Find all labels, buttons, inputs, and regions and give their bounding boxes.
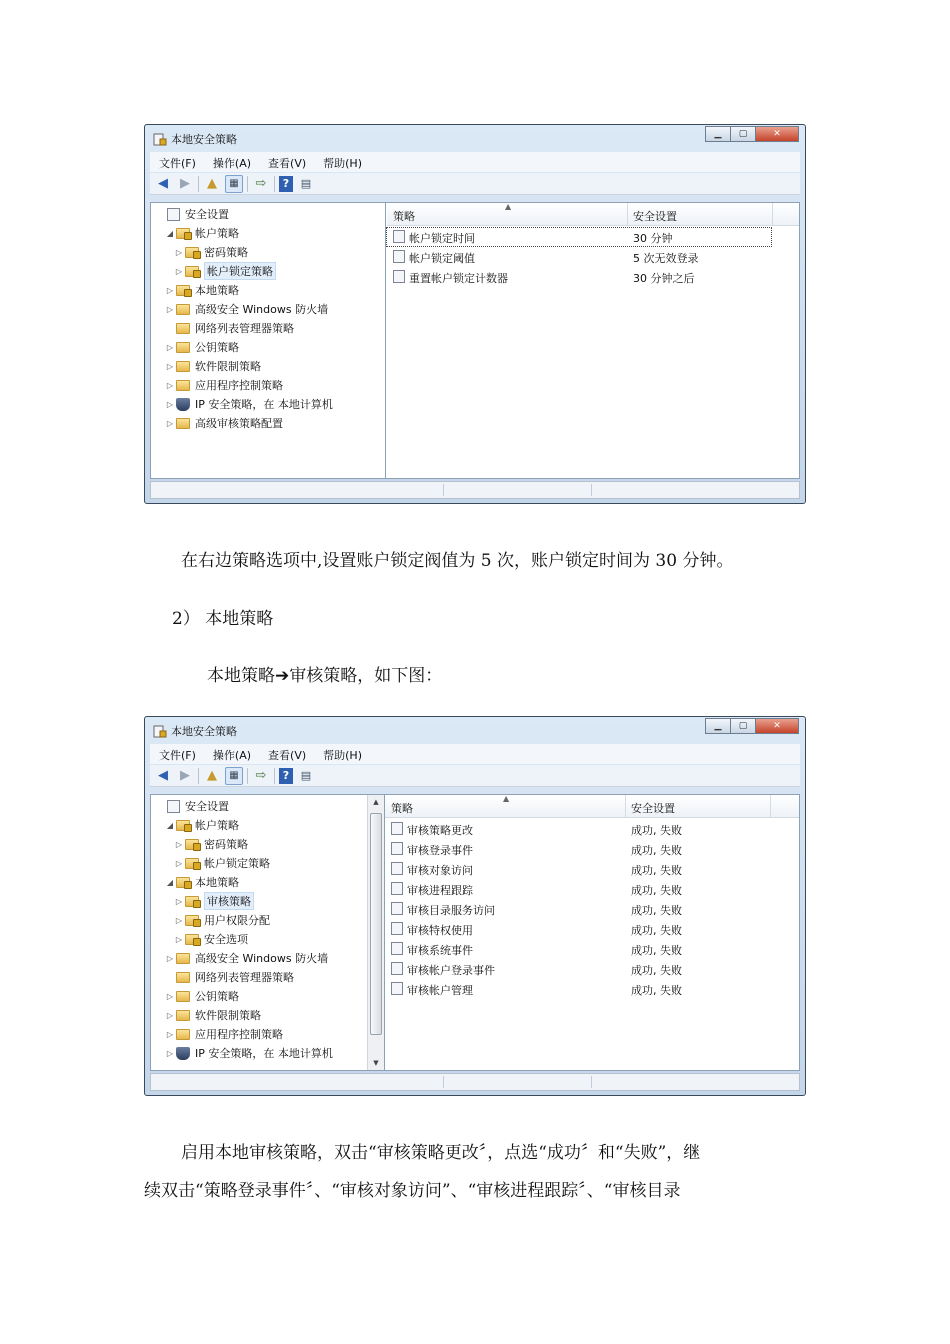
policy-setting-value: 30 分钟之后: [633, 272, 695, 285]
tree-node-label: 安全设置: [185, 208, 229, 221]
tree-node-label: 网络列表管理器策略: [195, 322, 294, 335]
sort-up-icon: ▲: [505, 202, 512, 211]
policy-item-icon: [393, 230, 405, 243]
security-settings-icon: [167, 800, 180, 813]
collapsed-arrow-icon[interactable]: ▷: [166, 1029, 174, 1039]
tree-node-label: IP 安全策略，在 本地计算机: [195, 398, 333, 411]
policy-setting-value: 成功, 失败: [631, 904, 682, 917]
policy-setting-value: 5 次无效登录: [633, 252, 699, 265]
collapsed-arrow-icon[interactable]: ▷: [175, 896, 183, 906]
policy-row[interactable]: [385, 880, 799, 898]
folder-icon: [176, 380, 190, 391]
collapsed-arrow-icon[interactable]: ▷: [175, 858, 183, 868]
policy-name: 审核帐户登录事件: [407, 964, 495, 977]
tree-node-label: 本地策略: [195, 284, 239, 297]
tree-node-label: 软件限制策略: [195, 1009, 261, 1022]
locked-folder-icon: [185, 839, 199, 850]
tree-node[interactable]: [164, 1025, 283, 1043]
tree-node[interactable]: [164, 300, 328, 318]
folder-icon: [176, 304, 190, 315]
app-icon: [153, 131, 167, 145]
content-area: [150, 202, 800, 479]
status-bar: [150, 1073, 800, 1091]
window-title: 本地安全策略: [171, 725, 237, 738]
tree-node[interactable]: [164, 281, 239, 299]
tree-node[interactable]: [173, 243, 248, 261]
policy-row[interactable]: [387, 228, 771, 246]
title-bar[interactable]: [145, 125, 805, 151]
policy-name: 帐户锁定阈值: [409, 252, 475, 265]
policy-name: 审核特权使用: [407, 924, 473, 937]
menu-file[interactable]: 文件(F): [159, 157, 196, 170]
collapsed-arrow-icon[interactable]: ▷: [166, 399, 174, 409]
paragraph-3: 启用本地审核策略，双击“审核策略更改〞，点选“成功〞和“失败”，继: [181, 1143, 701, 1163]
collapsed-arrow-icon[interactable]: ▷: [175, 839, 183, 849]
tree-node[interactable]: [164, 357, 261, 375]
tree-node-label: 软件限制策略: [195, 360, 261, 373]
policy-setting-value: 30 分钟: [633, 232, 673, 245]
policy-item-icon: [393, 250, 405, 263]
tree-node-label: 密码策略: [204, 838, 248, 851]
policy-setting-value: 成功, 失败: [631, 824, 682, 837]
policy-setting-value: 成功, 失败: [631, 984, 682, 997]
tree-node[interactable]: [164, 395, 333, 413]
list-header: [387, 203, 799, 226]
tree-node-label: 高级安全 Windows 防火墙: [195, 952, 329, 965]
policy-item-icon: [393, 270, 405, 283]
toolbar: [150, 173, 800, 195]
properties-icon[interactable]: ▤: [300, 177, 312, 190]
menu-view[interactable]: 查看(V): [268, 157, 307, 170]
tree-node[interactable]: [155, 797, 229, 815]
policy-row[interactable]: [385, 860, 799, 878]
policy-row[interactable]: [385, 840, 799, 858]
column-policy[interactable]: 策略: [393, 210, 415, 223]
maximize-button[interactable]: ▢: [730, 718, 756, 734]
policy-setting-value: 成功, 失败: [631, 924, 682, 937]
tree-node-label: 本地策略: [195, 876, 239, 889]
scroll-down-icon[interactable]: ▼: [373, 1059, 379, 1067]
collapsed-arrow-icon[interactable]: ▷: [175, 266, 183, 276]
tree-node-label: 用户权限分配: [204, 914, 270, 927]
locked-folder-icon: [185, 247, 199, 258]
help-icon[interactable]: ?: [279, 176, 293, 192]
tree-node[interactable]: [155, 205, 229, 223]
tree-node[interactable]: [164, 1006, 261, 1024]
folder-icon: [176, 1029, 190, 1040]
policy-row[interactable]: [385, 920, 799, 938]
tree-node[interactable]: [164, 319, 294, 337]
minimize-button[interactable]: ▁: [705, 126, 731, 142]
folder-icon: [176, 323, 190, 334]
tree-node[interactable]: [173, 262, 276, 280]
collapsed-arrow-icon[interactable]: ▷: [175, 934, 183, 944]
export-list-icon[interactable]: ⇨: [255, 176, 267, 191]
navigation-tree: [151, 795, 368, 1070]
policy-setting-value: 成功, 失败: [631, 844, 682, 857]
ip-security-icon: [176, 398, 190, 411]
forward-icon[interactable]: ▶: [180, 768, 190, 783]
policy-row[interactable]: [387, 248, 799, 266]
policy-name: 审核登录事件: [407, 844, 473, 857]
locked-folder-icon: [185, 896, 199, 907]
tree-node[interactable]: [173, 911, 270, 929]
tree-node-label: 应用程序控制策略: [195, 1028, 283, 1041]
policy-list: [385, 795, 799, 1070]
column-policy[interactable]: 策略: [391, 802, 413, 815]
show-hide-tree-icon[interactable]: ▦: [225, 175, 243, 193]
navigation-tree: [151, 203, 386, 478]
policy-name: 审核策略更改: [407, 824, 473, 837]
policy-item-icon: [391, 862, 403, 875]
policy-item-icon: [391, 922, 403, 935]
locked-folder-icon: [176, 285, 190, 296]
back-icon[interactable]: ◀: [158, 176, 168, 191]
policy-name: 审核对象访问: [407, 864, 473, 877]
policy-row[interactable]: [385, 940, 799, 958]
expanded-arrow-icon[interactable]: ◢: [166, 820, 174, 830]
column-security-setting[interactable]: 安全设置: [631, 802, 675, 815]
tree-node[interactable]: [173, 930, 248, 948]
folder-icon: [176, 361, 190, 372]
tree-node[interactable]: [173, 835, 248, 853]
policy-name: 审核目录服务访问: [407, 904, 495, 917]
menu-action[interactable]: 操作(A): [212, 157, 252, 170]
policy-row[interactable]: [385, 820, 799, 838]
tree-node[interactable]: [164, 1044, 333, 1062]
policy-row[interactable]: [387, 268, 799, 286]
collapsed-arrow-icon[interactable]: ▷: [166, 953, 174, 963]
tree-node[interactable]: [164, 968, 294, 986]
tree-scrollbar[interactable]: [367, 795, 385, 1070]
ip-security-icon: [176, 1047, 190, 1060]
menu-bar: [150, 152, 800, 172]
tree-node[interactable]: [173, 854, 270, 872]
tree-node-label: 公钥策略: [195, 341, 239, 354]
policy-item-icon: [391, 842, 403, 855]
policy-item-icon: [391, 942, 403, 955]
menu-help[interactable]: 帮助(H): [323, 157, 362, 170]
scroll-thumb[interactable]: [370, 813, 382, 1035]
collapsed-arrow-icon[interactable]: ▷: [175, 915, 183, 925]
folder-icon: [176, 1010, 190, 1021]
policy-row[interactable]: [385, 900, 799, 918]
tree-node-label: 密码策略: [204, 246, 248, 259]
sort-up-icon: ▲: [503, 794, 510, 803]
maximize-button[interactable]: ▢: [730, 126, 756, 142]
tree-node[interactable]: [173, 892, 254, 910]
menu-help[interactable]: 帮助(H): [323, 749, 362, 762]
tree-node[interactable]: [164, 816, 239, 834]
paragraph-1: 在右边策略选项中,设置账户锁定阀值为 5 次，账户锁定时间为 30 分钟。: [181, 551, 734, 571]
folder-icon: [176, 991, 190, 1002]
up-folder-icon[interactable]: ▲: [207, 768, 217, 783]
menu-bar: [150, 744, 800, 764]
security-settings-icon: [167, 208, 180, 221]
tree-node-label: 应用程序控制策略: [195, 379, 283, 392]
tree-node-label: 高级审核策略配置: [195, 417, 283, 430]
policy-item-icon: [391, 962, 403, 975]
policy-name: 帐户锁定时间: [409, 232, 475, 245]
window-title: 本地安全策略: [171, 133, 237, 146]
status-bar: [150, 481, 800, 499]
tree-node[interactable]: [164, 224, 239, 242]
policy-list: [387, 203, 799, 478]
policy-row[interactable]: [385, 980, 799, 998]
toolbar: [150, 765, 800, 787]
menu-file[interactable]: 文件(F): [159, 749, 196, 762]
tree-node-label: 网络列表管理器策略: [195, 971, 294, 984]
tree-node[interactable]: [164, 376, 283, 394]
tree-node-label: 帐户策略: [195, 227, 239, 240]
tree-node[interactable]: [164, 414, 283, 432]
minimize-button[interactable]: ▁: [705, 718, 731, 734]
tree-node-label: 帐户锁定策略: [204, 262, 276, 280]
tree-node-label: 审核策略: [204, 892, 254, 910]
app-icon: [153, 723, 167, 737]
locked-folder-icon: [185, 266, 199, 277]
tree-node[interactable]: [164, 949, 328, 967]
locked-folder-icon: [176, 820, 190, 831]
expanded-arrow-icon[interactable]: ◢: [166, 228, 174, 238]
policy-setting-value: 成功, 失败: [631, 944, 682, 957]
collapsed-arrow-icon[interactable]: ▷: [166, 304, 174, 314]
locked-folder-icon: [185, 915, 199, 926]
title-bar[interactable]: [145, 717, 805, 743]
folder-icon: [176, 972, 190, 983]
folder-icon: [176, 418, 190, 429]
tree-node[interactable]: [164, 338, 239, 356]
paragraph-2: 本地策略➔审核策略，如下图：: [207, 666, 443, 686]
folder-icon: [176, 953, 190, 964]
local-security-policy-window-1: [144, 124, 806, 504]
expanded-arrow-icon[interactable]: ◢: [166, 877, 174, 887]
tree-node-label: 安全设置: [185, 800, 229, 813]
policy-item-icon: [391, 982, 403, 995]
locked-folder-icon: [185, 934, 199, 945]
show-hide-tree-icon[interactable]: ▦: [225, 767, 243, 785]
locked-folder-icon: [185, 858, 199, 869]
policy-name: 审核系统事件: [407, 944, 473, 957]
tree-node-label: 帐户锁定策略: [204, 857, 270, 870]
locked-folder-icon: [176, 877, 190, 888]
policy-item-icon: [391, 822, 403, 835]
tree-node[interactable]: [164, 873, 239, 891]
up-folder-icon[interactable]: ▲: [207, 176, 217, 191]
collapsed-arrow-icon[interactable]: ▷: [175, 247, 183, 257]
collapsed-arrow-icon[interactable]: ▷: [166, 991, 174, 1001]
properties-icon[interactable]: ▤: [300, 769, 312, 782]
tree-node[interactable]: [164, 987, 239, 1005]
menu-view[interactable]: 查看(V): [268, 749, 307, 762]
policy-setting-value: 成功, 失败: [631, 864, 682, 877]
collapsed-arrow-icon[interactable]: ▷: [166, 1010, 174, 1020]
export-list-icon[interactable]: ⇨: [255, 768, 267, 783]
scroll-up-icon[interactable]: ▲: [373, 798, 379, 806]
policy-item-icon: [391, 902, 403, 915]
locked-folder-icon: [176, 228, 190, 239]
collapsed-arrow-icon[interactable]: ▷: [166, 418, 174, 428]
policy-name: 审核进程跟踪: [407, 884, 473, 897]
local-security-policy-window-2: [144, 716, 806, 1096]
policy-name: 重置帐户锁定计数器: [409, 272, 508, 285]
close-button[interactable]: ✕: [755, 718, 799, 734]
forward-icon[interactable]: ▶: [180, 176, 190, 191]
heading-local-policy: 2） 本地策略: [172, 609, 274, 629]
policy-name: 审核帐户管理: [407, 984, 473, 997]
tree-node-label: 公钥策略: [195, 990, 239, 1003]
collapsed-arrow-icon[interactable]: ▷: [166, 1048, 174, 1058]
paragraph-4: 续双击“策略登录事件〞、“审核对象访问”、“审核进程跟踪〞、“审核目录: [144, 1181, 681, 1201]
folder-icon: [176, 342, 190, 353]
help-icon[interactable]: ?: [279, 768, 293, 784]
back-icon[interactable]: ◀: [158, 768, 168, 783]
tree-node-label: 高级安全 Windows 防火墙: [195, 303, 329, 316]
list-header: [385, 795, 799, 818]
tree-node-label: IP 安全策略，在 本地计算机: [195, 1047, 333, 1060]
menu-action[interactable]: 操作(A): [212, 749, 252, 762]
collapsed-arrow-icon[interactable]: ▷: [166, 285, 174, 295]
collapsed-arrow-icon[interactable]: ▷: [166, 361, 174, 371]
policy-row[interactable]: [385, 960, 799, 978]
column-security-setting[interactable]: 安全设置: [633, 210, 677, 223]
policy-item-icon: [391, 882, 403, 895]
collapsed-arrow-icon[interactable]: ▷: [166, 342, 174, 352]
content-area: [150, 794, 800, 1071]
policy-setting-value: 成功, 失败: [631, 964, 682, 977]
close-button[interactable]: ✕: [755, 126, 799, 142]
policy-setting-value: 成功, 失败: [631, 884, 682, 897]
tree-node-label: 帐户策略: [195, 819, 239, 832]
tree-node-label: 安全选项: [204, 933, 248, 946]
collapsed-arrow-icon[interactable]: ▷: [166, 380, 174, 390]
